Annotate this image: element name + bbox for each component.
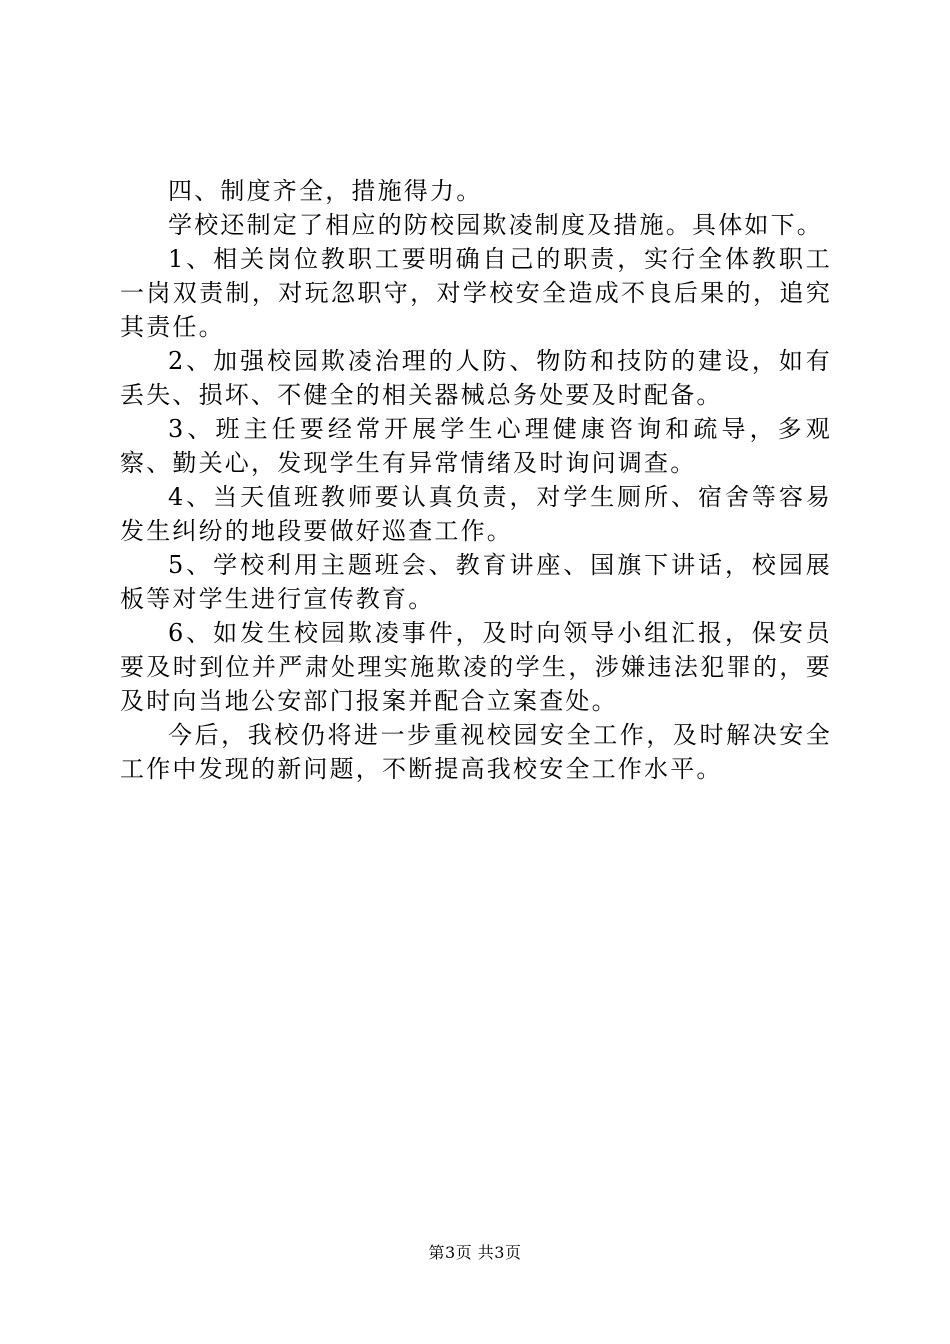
paragraph-conclusion: 今后，我校仍将进一步重视校园安全工作，及时解决安全工作中发现的新问题，不断提高我校安全工作水平。 xyxy=(120,721,832,783)
paragraph-item-3: 3、班主任要经常开展学生心理健康咨询和疏导，多观察、勤关心，发现学生有异常情绪及时询问调查。 xyxy=(120,415,832,477)
document-body xyxy=(120,174,832,786)
paragraph-intro: 学校还制定了相应的防校园欺凌制度及措施。具体如下。 xyxy=(168,211,823,239)
paragraph-item-6: 6、如发生校园欺凌事件，及时向领导小组汇报，保安员要及时到位并严肃处理实施欺凌的学生，涉嫌违法犯罪的，要及时向当地公安部门报案并配合立案查处。 xyxy=(120,619,832,715)
section-heading: 四、制度齐全，措施得力。 xyxy=(168,177,483,205)
paragraph-item-5: 5、学校利用主题班会、教育讲座、国旗下讲话，校园展板等对学生进行宣传教育。 xyxy=(120,551,832,613)
paragraph-item-4: 4、当天值班教师要认真负责，对学生厕所、宿舍等容易发生纠纷的地段要做好巡查工作。 xyxy=(120,483,832,545)
page-number-footer: 第3页 共3页 xyxy=(428,1243,522,1262)
paragraph-item-2: 2、加强校园欺凌治理的人防、物防和技防的建设，如有丢失、损坏、不健全的相关器械总务处要及时配备。 xyxy=(120,347,832,409)
paragraph-item-1: 1、相关岗位教职工要明确自己的职责，实行全体教职工一岗双责制，对玩忽职守，对学校安全造成不良后果的，追究其责任。 xyxy=(120,245,832,341)
